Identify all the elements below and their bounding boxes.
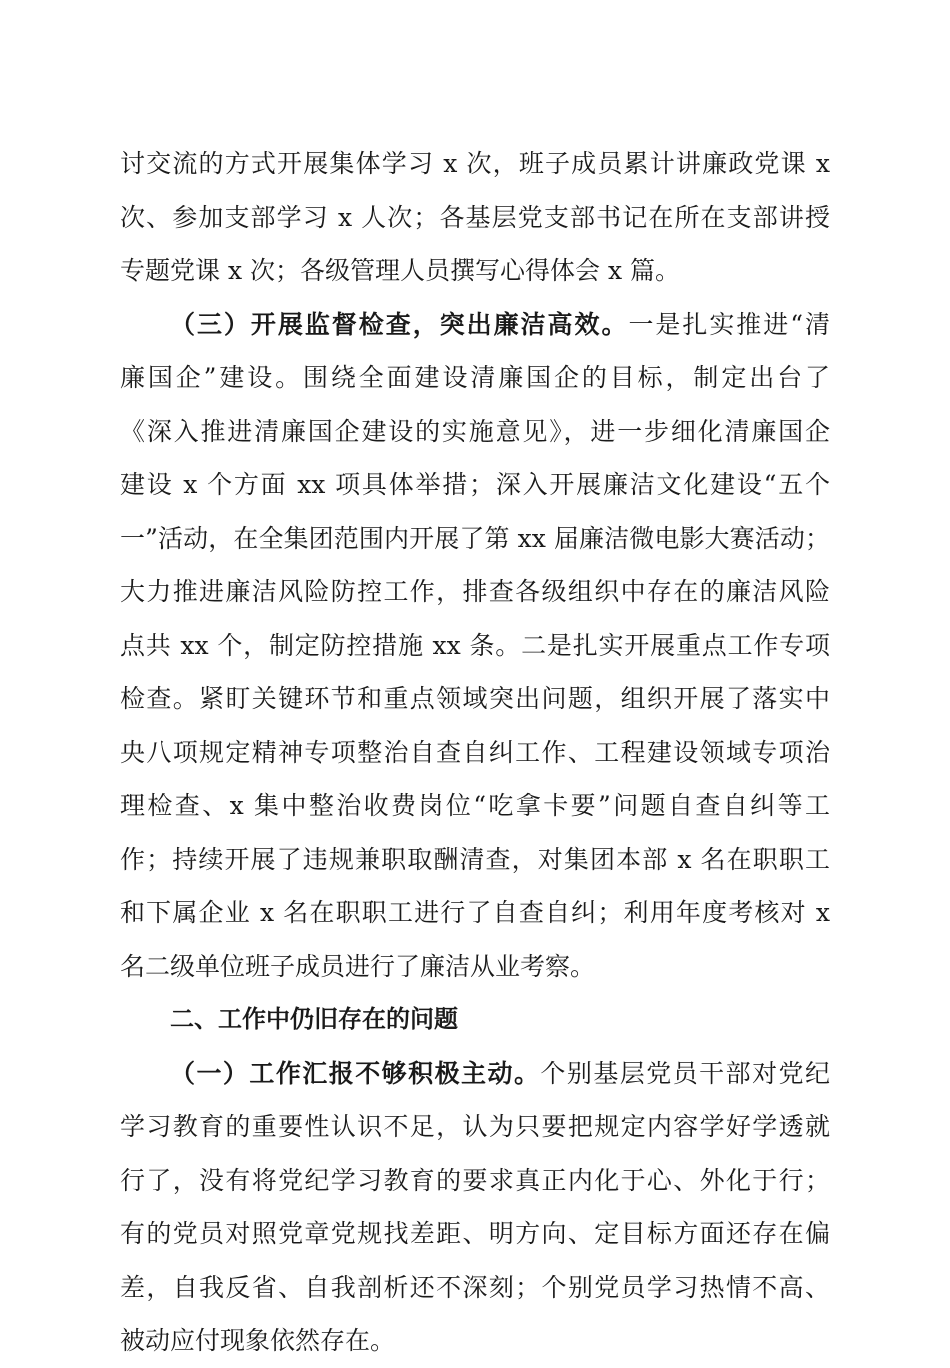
text-line: 讨交流的方式开展集体学习 x 次，班子成员累计讲廉政党课 x [120, 149, 830, 178]
text-line: 名二级单位班子成员进行了廉洁从业考察。 [120, 951, 596, 981]
text-line: 被动应付现象依然存在。 [120, 1326, 396, 1355]
document-body [120, 137, 830, 1368]
text-line: 《深入推进清廉国企建设的实施意见》，进一步细化清廉国企 [120, 416, 830, 446]
text-line: 差，自我反省、自我剖析还不深刻；个别党员学习热情不高、 [120, 1272, 830, 1302]
text-line: 大力推进廉洁风险防控工作，排查各级组织中存在的廉洁风险 [120, 577, 830, 606]
text-line: 点共 xx 个，制定防控措施 xx 条。二是扎实开展重点工作专项 [120, 630, 830, 660]
text-line: 央八项规定精神专项整治自查自纠工作、工程建设领域专项治 [120, 737, 830, 767]
text-line: 次、参加支部学习 x 人次；各基层党支部书记在所在支部讲授 [120, 202, 830, 232]
text-line: 行了，没有将党纪学习教育的要求真正内化于心、外化于行； [120, 1165, 830, 1195]
text-line: 有的党员对照党章党规找差距、明方向、定目标方面还存在偏 [120, 1219, 830, 1248]
text-line: 和下属企业 x 名在职职工进行了自查自纠；利用年度考核对 x [120, 898, 830, 927]
paragraph-issues [120, 1047, 830, 1368]
text-segment: 一是扎实推进“清 [628, 309, 830, 339]
text-line: 学习教育的重要性认识不足，认为只要把规定内容学好学透就 [120, 1112, 830, 1141]
text-line: 作；持续开展了违规兼职取酬清查，对集团本部 x 名在职职工 [120, 844, 830, 874]
paragraph-lead: （一）工作汇报不够积极主动。 [170, 1058, 541, 1088]
section-heading: 二、工作中仍旧存在的问题 [170, 1005, 458, 1033]
text-line: 廉国企”建设。围绕全面建设清廉国企的目标，制定出台了 [120, 363, 830, 392]
text-line: 检查。紧盯关键环节和重点领域突出问题，组织开展了落实中 [120, 684, 830, 713]
text-line: 一”活动，在全集团范围内开展了第 xx 届廉洁微电影大赛活动； [120, 523, 830, 553]
text-line: 理检查、x 集中整治收费岗位“吃拿卡要”问题自查自纠等工 [120, 791, 830, 820]
paragraph-supervision [120, 298, 830, 994]
text-line: 建设 x 个方面 xx 项具体举措；深入开展廉洁文化建设“五个 [120, 470, 830, 499]
paragraph-study [120, 137, 830, 298]
text-segment: 个别基层党员干部对党纪 [540, 1058, 830, 1088]
text-line [120, 298, 830, 352]
paragraph-lead: （三）开展监督检查，突出廉洁高效。 [170, 309, 629, 339]
text-line [120, 1047, 830, 1101]
text-line: 专题党课 x 次；各级管理人员撰写心得体会 x 篇。 [120, 256, 680, 285]
